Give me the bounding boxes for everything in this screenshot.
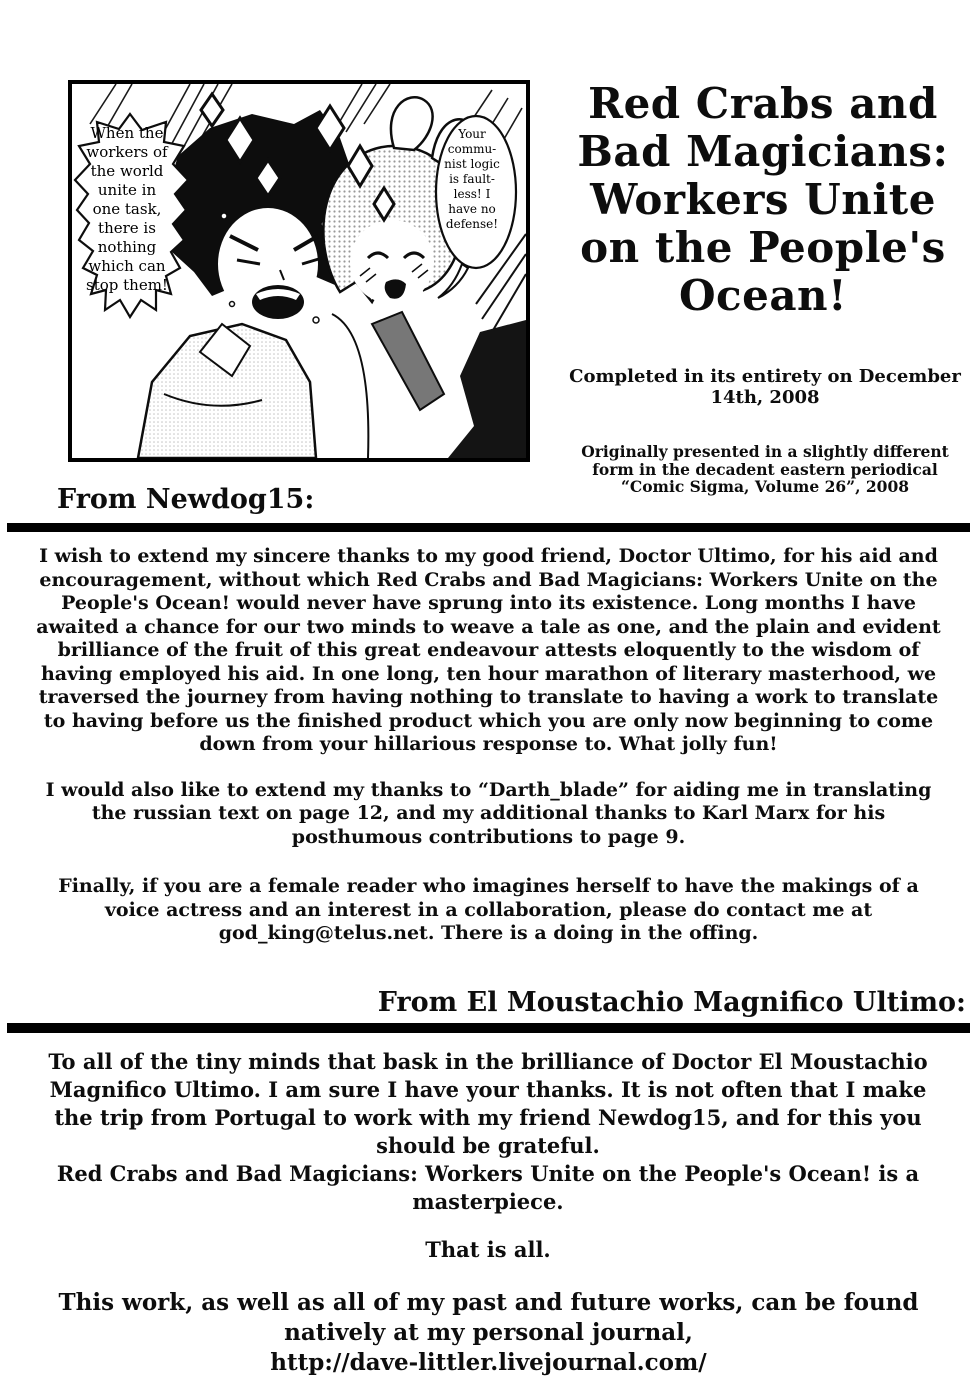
ultimo-paragraph-2: Red Crabs and Bad Magicians: Workers Unite on the People's Ocean! is a masterpiece. — [56, 1161, 920, 1214]
provenance-note: Originally presented in a slightly different form in the decadent eastern periodical “Comic Sigma, Volume 26”, 2008 — [581, 442, 949, 496]
journal-url: http://dave-littler.livejournal.com/ — [270, 1349, 707, 1376]
speech-bubble-right-text: Your commu- nist logic is fault- less! I have no defense! — [444, 127, 500, 231]
footer-note — [38, 1288, 939, 1378]
background-shadow-art — [448, 320, 526, 458]
ultimo-closing-line: That is all. — [425, 1237, 551, 1262]
page-title: Red Crabs and Bad Magicians: Workers Unite on the People's Ocean! — [577, 79, 949, 320]
newdog-section-heading: From Newdog15: — [57, 484, 315, 515]
ultimo-paragraph-1: To all of the tiny minds that bask in the brilliance of Doctor El Moustachio Magnifico Ultimo. I am sure I have your thanks. It is not often that I make the trip from Portugal to work with my friend Newdog15, and for this you should be grateful. — [48, 1049, 928, 1158]
completion-date-note: Completed in its entirety on December 14th, 2008 — [569, 366, 961, 408]
section-divider-bar-1 — [7, 523, 970, 532]
newdog-paragraph-3: Finally, if you are a female reader who imagines herself to have the makings of a voice actress and an interest in a collaboration, please do contact me at god_king@telus.net. There is a doing in the offing. — [58, 875, 919, 944]
footer-text: This work, as well as all of my past and future works, can be found natively at my personal journal, — [58, 1289, 919, 1346]
newdog-paragraph-2: I would also like to extend my thanks to “Darth_blade” for aiding me in translating the russian text on page 12, and my additional thanks to Karl Marx for his posthumous contributions to page 9. — [45, 778, 932, 848]
newdog-paragraph-1: I wish to extend my sincere thanks to my good friend, Doctor Ultimo, for his aid and encouragement, without which Red Crabs and Bad Magicians: Workers Unite on the People's Ocean! would never have sprung into its existence. Long months I have awaited a chance for our two minds to weave a tale as one, and the plain and evident brilliance of the fruit of this great endeavour attests eloquently to the wisdom of having employed his aid. In one long, ten hour marathon of literary masterhood, we traversed the journey from having nothing to translate to having a work to translate to having before us the finished product which you are only now beginning to come down from your hillarious response to. What jolly fun! — [36, 545, 941, 755]
ultimo-section-heading: From El Moustachio Magnifico Ultimo: — [377, 987, 966, 1018]
ultimo-section-body — [28, 1048, 948, 1264]
section-divider-bar-2 — [7, 1023, 970, 1033]
newdog-section-body — [36, 545, 941, 946]
speech-bubble-left-text: When the workers of the world unite in one task, there is nothing which can stop them! — [86, 124, 168, 294]
